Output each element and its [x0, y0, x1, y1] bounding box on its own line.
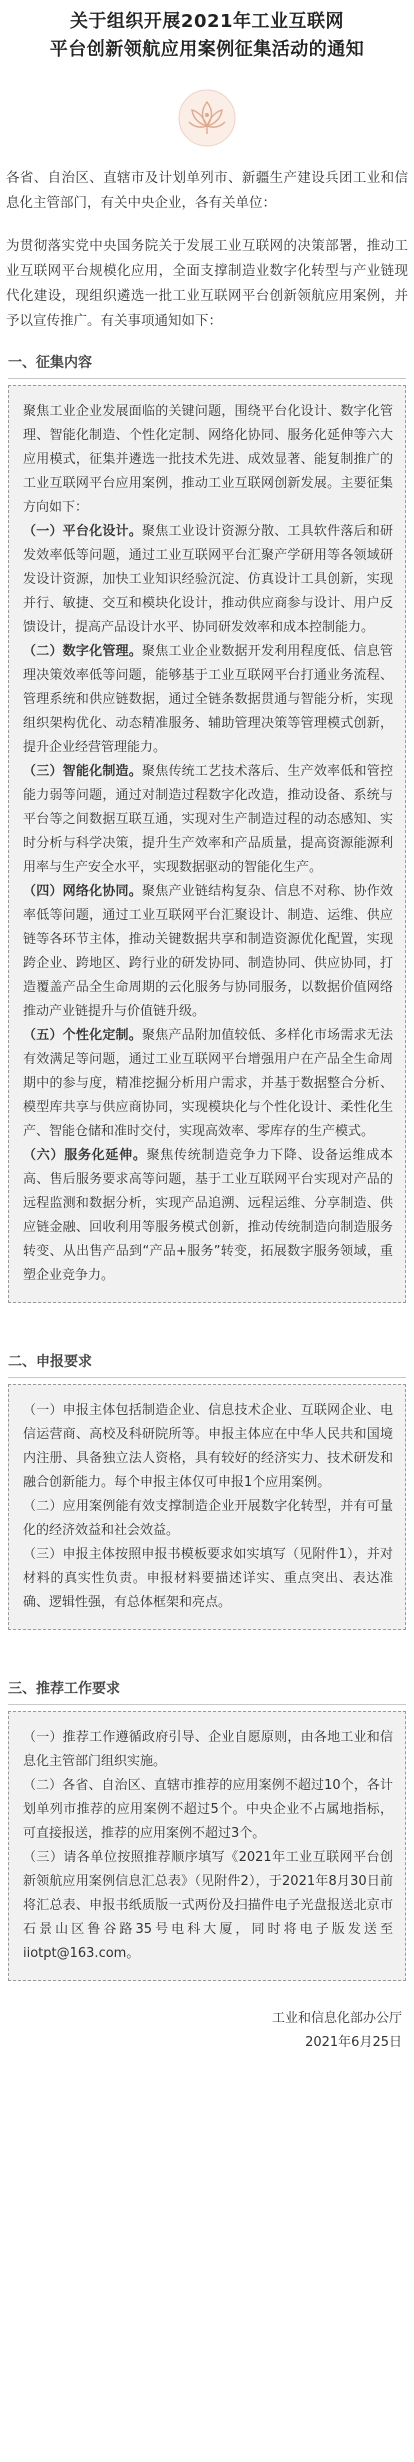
salutation: 各省、自治区、直辖市及计划单列市、新疆生产建设兵团工业和信息化主管部门，有关中央企业，各有关单位： — [6, 170, 408, 211]
title-line-2: 平台创新领航应用案例征集活动的通知 — [49, 39, 365, 60]
item-text: 聚焦产品附加值较低、多样化市场需求无法有效满足等问题，通过工业互联网平台增强用户在产品全生命周期中的参与度，精准挖掘分析用户需求，并基于数据整合分析、模型库共享与供应商协同，实现模块化与个性化设计、柔性化生产、智能仓储和准时交付，实现高效率、零库存的生产模式。 — [23, 1028, 393, 1139]
section-1-intro: 聚焦工业企业发展面临的关键问题，围绕平台化设计、数字化管理、智能化制造、个性化定制、网络化协同、服务化延伸等六大应用模式，征集并遴选一批技术先进、成效显著、能复制推广的工业互联网平台应用案例，推动工业互联网创新发展。主要征集方向如下： — [23, 404, 393, 515]
section-3-box — [8, 1711, 406, 1981]
item-lead: （四）网络化协同。 — [23, 884, 142, 899]
section-2-box — [8, 1384, 406, 1630]
issuing-organization: 工业和信息化部办公厅 — [271, 2011, 402, 2026]
item-text: 聚焦工业设计资源分散、工具软件落后和研发效率低等问题，通过工业互联网平台汇聚产学研用等各领域研发设计资源，加快工业知识经验沉淀、仿真设计工具创新，实现并行、敏捷、交互和模块化设计，推动供应商参与设计、用户反馈设计，提高产品设计水平、协同研发效率和成本控制能力。 — [23, 524, 393, 635]
section-1-box — [8, 385, 406, 1303]
section-2-item: （二）应用案例能有效支撑制造企业开展数字化转型，并有可量化的经济效益和社会效益。 — [23, 1499, 393, 1538]
spacer — [0, 1630, 414, 1660]
section-1-item — [23, 640, 393, 760]
section-1-item — [23, 880, 393, 1024]
section-1-item — [23, 1024, 393, 1144]
item-lead: （三）智能化制造。 — [23, 764, 142, 779]
item-text: 聚焦传统制造竞争力下降、设备运维成本高、售后服务要求高等问题，基于工业互联网平台实现对产品的远程监测和数据分析，实现产品追溯、远程运维、分享制造、供应链金融、回收利用等服务模式创新，推动传统制造向制造服务转变、从出售产品到“产品+服务”转变，拓展数字服务领域，重塑企业竞争力。 — [23, 1148, 393, 1283]
spacer — [0, 1303, 414, 1333]
section-1-item — [23, 520, 393, 640]
footer — [0, 2007, 402, 2055]
section-2-heading: 二、申报要求 — [8, 1351, 406, 1378]
item-lead: （一）平台化设计。 — [23, 524, 142, 539]
section-3-item: （一）推荐工作遵循政府引导、企业自愿原则，由各地工业和信息化主管部门组织实施。 — [23, 1730, 393, 1769]
lotus-emblem-icon — [177, 88, 237, 148]
title-block — [0, 0, 414, 64]
item-text: 聚焦传统工艺技术落后、生产效率低和管控能力弱等问题，通过对制造过程数字化改造，推动设备、系统与平台等之间数据互联互通，实现对生产制造过程的动态感知、实时分析与科学决策，提升生产效率和产品质量，提高资源能源利用率与生产安全水平，实现数据驱动的智能化生产。 — [23, 764, 393, 875]
item-lead: （二）数字化管理。 — [23, 644, 142, 659]
section-2-item: （一）申报主体包括制造企业、信息技术企业、互联网企业、电信运营商、高校及科研院所等。申报主体应在中华人民共和国境内注册、具备独立法人资格，具有较好的经济实力、技术研发和融合创新能力。每个申报主体仅可申报1个应用案例。 — [23, 1403, 393, 1490]
intro-paragraph: 为贯彻落实党中央国务院关于发展工业互联网的决策部署，推动工业互联网平台规模化应用，全面支撑制造业数字化转型与产业链现代化建设，现组织遴选一批工业互联网平台创新领航应用案例，并予以宣传推广。有关事项通知如下： — [6, 238, 408, 329]
section-1-heading: 一、征集内容 — [8, 352, 406, 379]
section-3-heading: 三、推荐工作要求 — [8, 1678, 406, 1705]
item-text: 聚焦工业企业数据开发利用程度低、信息管理决策效率低等问题，能够基于工业互联网平台打通业务流程、管理系统和供应链数据，通过全链条数据贯通与智能分析，实现组织架构优化、动态精准服务、辅助管理决策等管理模式创新，提升企业经营管理能力。 — [23, 644, 393, 755]
section-3-item: （二）各省、自治区、直辖市推荐的应用案例不超过10个，各计划单列市推荐的应用案例不超过5个。中央企业不占属地指标，可直接报送，推荐的应用案例不超过3个。 — [23, 1778, 393, 1841]
section-1-item — [23, 760, 393, 880]
item-lead: （六）服务化延伸。 — [23, 1148, 147, 1163]
section-1-item — [23, 1144, 393, 1288]
issue-date: 2021年6月25日 — [305, 2035, 402, 2050]
section-3-item: （三）请各单位按照推荐顺序填写《2021年工业互联网平台创新领航应用案例信息汇总表》（见附件2），于2021年8月30日前将汇总表、申报书纸质版一式两份及扫描件电子光盘报送北京市石景山区鲁谷路35号电科大厦，同时将电子版发送至iiotpt@163.com。 — [23, 1850, 393, 1961]
section-2-item: （三）申报主体按照申报书模板要求如实填写（见附件1），并对材料的真实性负责。申报材料要描述详实、重点突出、表达准确、逻辑性强，有总体框架和亮点。 — [23, 1547, 393, 1610]
title-line-1: 关于组织开展2021年工业互联网 — [69, 11, 345, 32]
item-lead: （五）个性化定制。 — [23, 1028, 142, 1043]
item-text: 聚焦产业链结构复杂、信息不对称、协作效率低等问题，通过工业互联网平台汇聚设计、制造、运维、供应链等各环节主体，推动关键数据共享和制造资源优化配置，实现跨企业、跨地区、跨行业的研发协同、制造协同、供应协同，打造覆盖产品全生命周期的云化服务与协同服务，以数据价值网络推动产业链提升与价值链升级。 — [23, 884, 393, 1019]
